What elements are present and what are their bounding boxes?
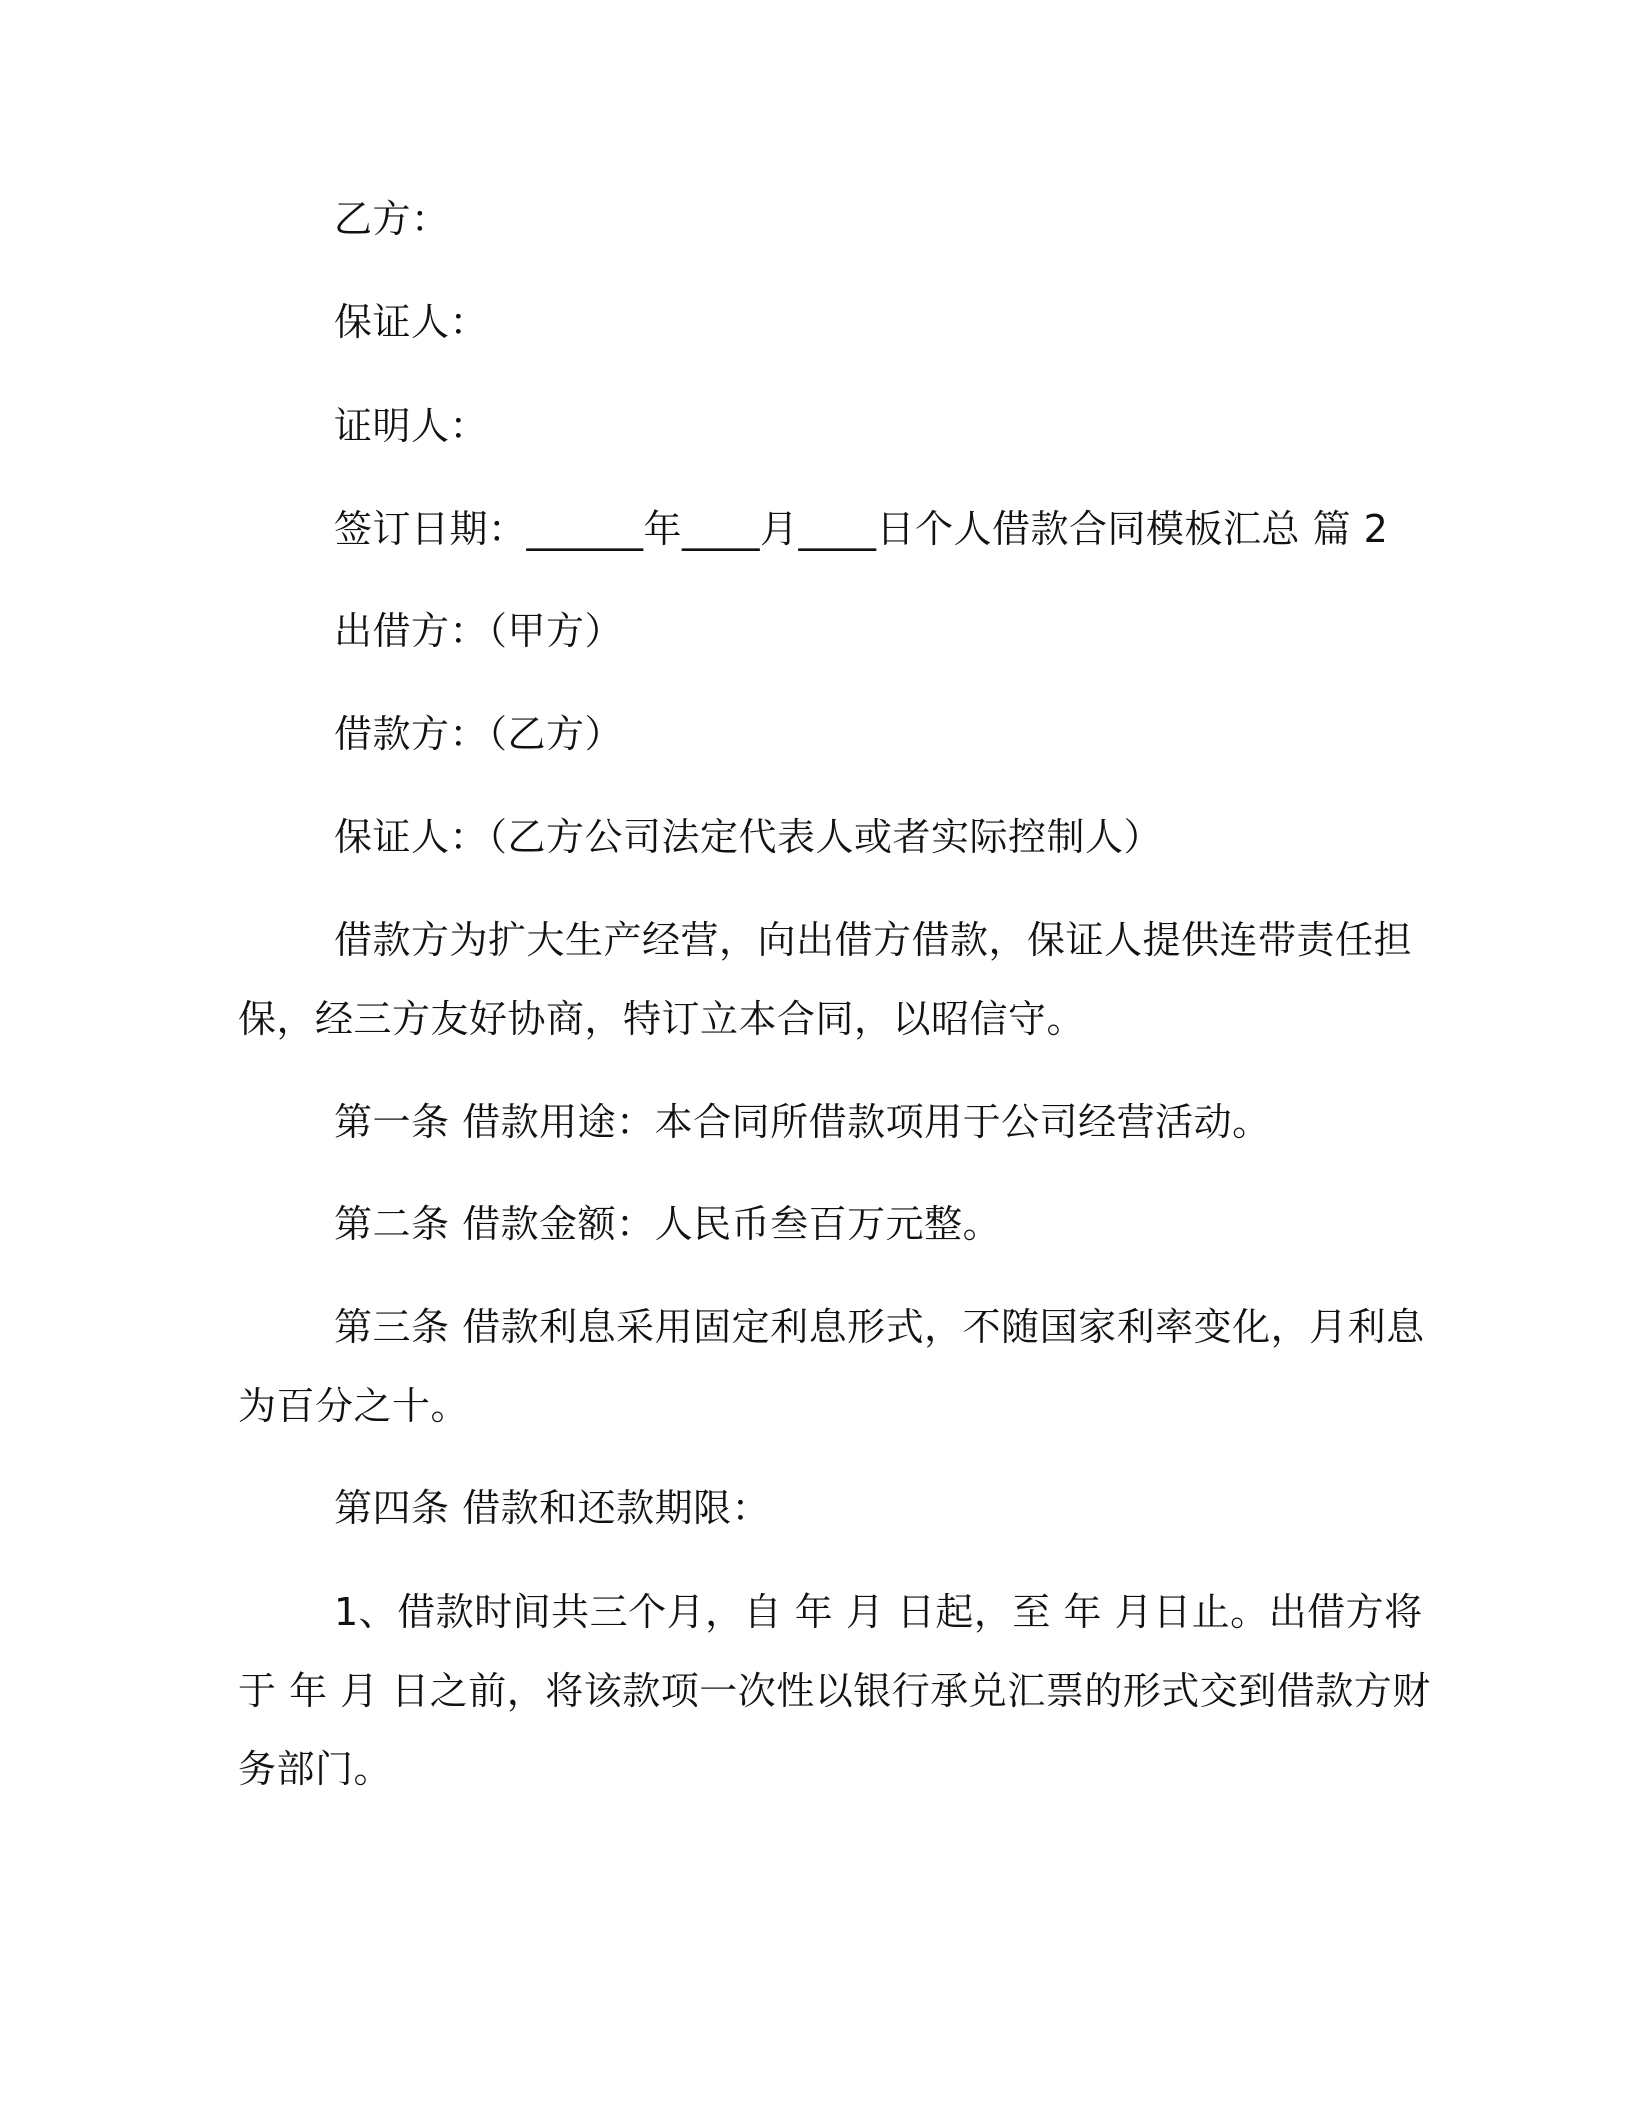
guarantor-line: 保证人： [334, 300, 489, 344]
clause-1-line-1: 1、借款时间共三个月，自 年 月 日起，至 年 月日止。出借方将 [334, 1590, 1423, 1634]
party-b-line: 乙方： [334, 197, 450, 241]
article-1: 第一条 借款用途：本合同所借款项用于公司经营活动。 [334, 1100, 1271, 1144]
signing-date-line: 签订日期：______年____月____日个人借款合同模板汇总 篇 2 [334, 507, 1389, 551]
lender-line: 出借方：（甲方） [334, 609, 624, 653]
article-3-line-1: 第三条 借款利息采用固定利息形式，不随国家利率变化，月利息 [334, 1305, 1425, 1349]
borrower-line: 借款方：（乙方） [334, 712, 624, 756]
preamble-line-1: 借款方为扩大生产经营，向出借方借款，保证人提供连带责任担 [334, 918, 1413, 962]
clause-1-line-3: 务部门。 [238, 1747, 393, 1791]
preamble-line-2: 保，经三方友好协商，特订立本合同，以昭信守。 [238, 997, 1086, 1041]
clause-1-line-2: 于 年 月 日之前，将该款项一次性以银行承兑汇票的形式交到借款方财 [238, 1669, 1431, 1713]
article-2: 第二条 借款金额：人民币叁百万元整。 [334, 1202, 1002, 1246]
article-3-line-2: 为百分之十。 [238, 1384, 470, 1428]
guarantor-detail-line: 保证人：（乙方公司法定代表人或者实际控制人） [334, 815, 1163, 859]
witness-line: 证明人： [334, 404, 489, 448]
article-4: 第四条 借款和还款期限： [334, 1486, 771, 1530]
